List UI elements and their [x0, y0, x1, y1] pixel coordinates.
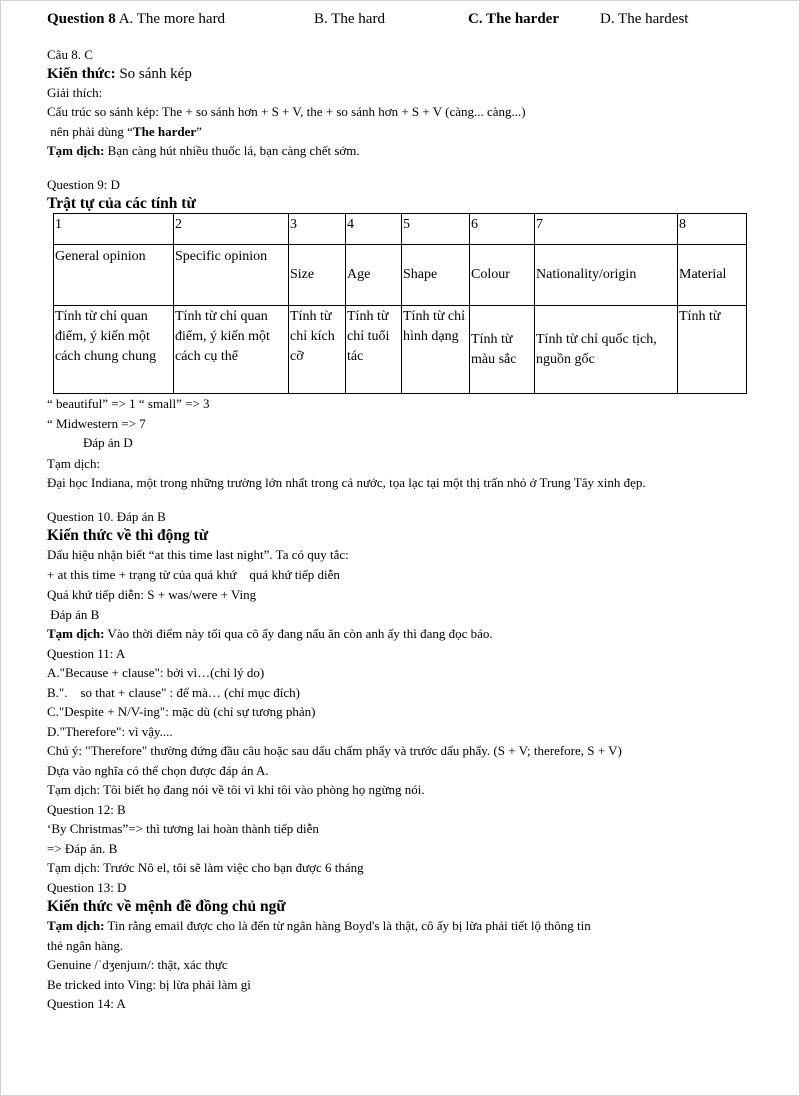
translation-8: Tạm dịch: Bạn càng hút nhiều thuốc lá, bạn càng chết sớm. — [47, 143, 360, 158]
table-cell: Size — [289, 245, 346, 306]
table-cell: Shape — [402, 245, 470, 306]
translation-9: Đại học Indiana, một trong những trường lớn nhất trong cả nước, tọa lạc tại một thị trấn nhỏ ở Trung Tây xinh đẹp. — [47, 475, 646, 490]
translation-11: Tạm dịch: Tôi biết họ đang nói về tôi vì khi tôi vào phòng họ ngừng nói. — [47, 782, 425, 797]
table-cell: 2 — [174, 214, 289, 245]
option-11-b: B.". so that + clause" : để mà… (chỉ mục đích) — [47, 684, 300, 700]
table-cell: General opinion — [54, 245, 174, 306]
topic-8: Kiến thức: So sánh kép — [47, 65, 192, 82]
rule-10-line1: Dấu hiệu nhận biết “at this time last night”. Ta có quy tắc: — [47, 547, 349, 562]
table-cell: Colour — [470, 245, 535, 306]
note-11: Chú ý: "Therefore" thường đứng đầu câu hoặc sau dấu chấm phẩy và trước dấu phẩy. (S + V; therefore, S + V) — [47, 743, 622, 758]
answer-14: Question 14: A — [47, 996, 126, 1011]
vocab-genuine: Genuine /ˈdʒenjuɪn/: thật, xác thực — [47, 957, 228, 972]
question-8-options — [47, 11, 767, 31]
table-cell: 3 — [289, 214, 346, 245]
table-cell: Age — [346, 245, 402, 306]
table-cell: Tính từ chỉ quốc tịch, nguồn gốc — [535, 306, 678, 394]
table-cell: Nationality/origin — [535, 245, 678, 306]
option-11-a: A."Because + clause": bởi vì…(chỉ lý do) — [47, 665, 265, 680]
table-row-numbers — [54, 214, 747, 245]
option-a: A. The more hard — [118, 11, 226, 27]
table-cell: Tính từ chỉ quan điểm, ý kiến một cách chung chung — [54, 306, 174, 394]
option-d: D. The hardest — [600, 11, 689, 27]
table-row-categories — [54, 245, 747, 306]
option-11-d: D."Therefore": vì vậy.... — [47, 723, 173, 739]
table-cell: 6 — [470, 214, 535, 245]
document-page — [47, 11, 767, 1014]
translation-13-line1: Tạm dịch: Tin rằng email được cho là đến từ ngân hàng Boyd's là thật, cô ấy bị lừa phải tiết lộ thông tin — [47, 918, 591, 933]
table-cell: 8 — [678, 214, 747, 245]
choose-11: Dựa vào nghĩa có thể chọn được đáp án A. — [47, 762, 269, 778]
translation-label-9: Tạm dịch: — [47, 455, 101, 471]
table-cell: 7 — [535, 214, 678, 245]
note-midwestern: “ Midwestern => 7 — [47, 415, 146, 431]
option-b: B. The hard — [314, 11, 385, 27]
vocab-tricked: Be tricked into Ving: bị lừa phải làm gì — [47, 976, 251, 992]
answer-13: Question 13: D — [47, 879, 127, 895]
heading-10: Kiến thức về thì động từ — [47, 527, 209, 544]
answer-10: Question 10. Đáp án B — [47, 508, 166, 524]
translation-13-line2: thẻ ngân hàng. — [47, 937, 124, 953]
heading-13: Kiến thức về mệnh đề đồng chủ ngữ — [47, 898, 286, 915]
table-cell: Tính từ màu sắc — [470, 306, 535, 394]
table-cell: Tính từ chỉ kích cỡ — [289, 306, 346, 394]
answer-9: Question 9: D — [47, 176, 120, 192]
translation-10: Tạm dịch: Vào thời điểm này tối qua cô ấy đang nấu ăn còn anh ấy thì đang đọc báo. — [47, 626, 493, 641]
rule-10-line4: Đáp án B — [47, 606, 100, 622]
rule-12-line2: => Đáp án. B — [47, 840, 118, 856]
table-cell: Tính từ chỉ tuổi tác — [346, 306, 402, 394]
note-beautiful: “ beautiful” => 1 “ small” => 3 — [47, 396, 210, 411]
heading-9: Trật tự của các tính từ — [47, 195, 196, 212]
structure-8: Cấu trúc so sánh kép: The + so sánh hơn + S + V, the + so sánh hơn + S + V (càng... càng...) — [47, 104, 526, 119]
table-cell: Specific opinion — [174, 245, 289, 306]
question-8-label: Question 8 — [47, 11, 116, 27]
answer-12: Question 12: B — [47, 801, 126, 817]
adjective-order-table — [53, 213, 747, 394]
table-cell: 4 — [346, 214, 402, 245]
option-11-c: C."Despite + N/V-ing": mặc dù (chỉ sự tương phản) — [47, 704, 316, 719]
answer-11: Question 11: A — [47, 645, 126, 661]
table-cell: Material — [678, 245, 747, 306]
table-row-descriptions — [54, 306, 747, 394]
rule-12-line1: ‘By Christmas”=> thì tương lai hoàn thành tiếp diễn — [47, 821, 319, 836]
translation-12: Tạm dịch: Trước Nô el, tôi sẽ làm việc cho bạn được 6 tháng — [47, 860, 364, 875]
option-c: C. The harder — [468, 11, 559, 27]
rule-10-line2: + at this time + trạng từ của quá khứ quá khứ tiếp diễn — [47, 566, 340, 582]
table-cell: 5 — [402, 214, 470, 245]
rule-10-line3: Quá khứ tiếp diễn: S + was/were + Ving — [47, 587, 257, 602]
table-cell: Tính từ chỉ quan điểm, ý kiến một cách cụ thể — [174, 306, 289, 394]
must-use-8: nên phải dùng “The harder” — [47, 123, 202, 139]
explain-label-8: Giải thích: — [47, 84, 103, 100]
table-cell: Tính từ chỉ hình dạng — [402, 306, 470, 394]
answer-8: Câu 8. C — [47, 47, 93, 62]
table-cell: Tính từ — [678, 306, 747, 394]
answer-line-9: Đáp án D — [83, 435, 133, 450]
table-cell: 1 — [54, 214, 174, 245]
